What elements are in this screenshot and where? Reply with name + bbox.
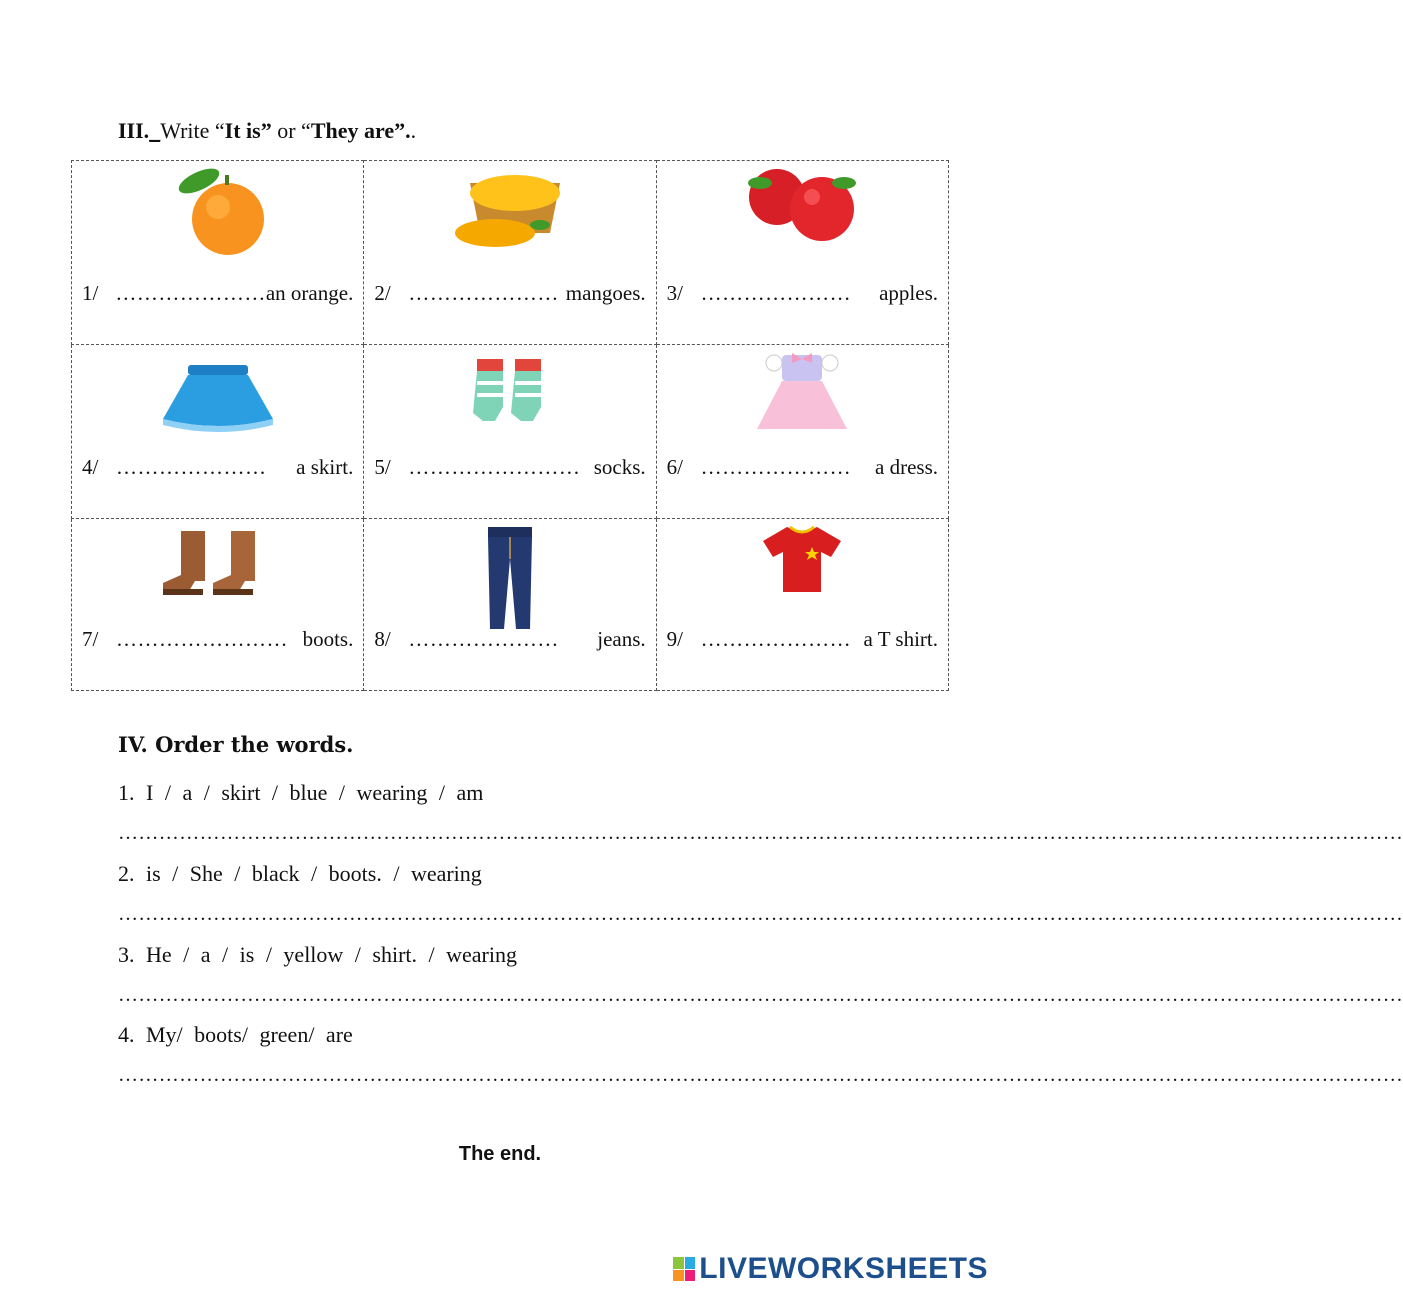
section-3-or: or “ — [271, 118, 311, 143]
exercise-cell-8 — [364, 519, 656, 691]
item-word: a T shirt. — [863, 627, 938, 651]
apples-icon — [732, 161, 872, 246]
section-3-number: III. — [118, 118, 150, 143]
answer-blank[interactable]: …………………… — [408, 455, 581, 479]
brand-name: LIVEWORKSHEETS — [699, 1252, 988, 1285]
exercise-line — [374, 627, 645, 652]
item-number: 1/ — [82, 281, 99, 305]
exercise-cell-2 — [364, 161, 656, 345]
exercise-grid — [71, 160, 949, 691]
item-number: 4/ — [82, 455, 99, 479]
exercise-line — [374, 281, 645, 306]
answer-blank[interactable]: …………………… — [116, 627, 288, 651]
answer-blank[interactable]: ………………… — [700, 281, 852, 305]
tshirt-icon — [757, 523, 847, 597]
answer-line-1[interactable]: ……………………………………………………………………………………………………………………………………………………………………… — [118, 822, 1403, 844]
end-text: The end. — [458, 1143, 542, 1165]
mangoes-icon — [440, 163, 580, 253]
exercise-cell-1 — [72, 161, 364, 345]
item-number: 6/ — [666, 455, 683, 479]
exercise-line — [667, 455, 938, 480]
section-3-separator: _ — [149, 118, 161, 143]
item-word: jeans. — [597, 627, 646, 651]
item-word: a dress. — [875, 455, 938, 479]
exercise-cell-9 — [656, 519, 948, 691]
item-number: 8/ — [374, 627, 391, 651]
exercise-cell-4 — [72, 345, 364, 519]
question-1: 1. I / a / skirt / blue / wearing / am — [118, 780, 484, 805]
liveworksheets-logo[interactable] — [673, 1252, 988, 1286]
item-word: mangoes. — [565, 281, 646, 305]
item-word: boots. — [302, 627, 354, 651]
answer-line-3[interactable]: ……………………………………………………………………………………………………………………………………………………………………… — [118, 984, 1403, 1006]
they-are-label: They are”. — [310, 118, 411, 143]
exercise-line — [667, 627, 938, 652]
item-number: 3/ — [666, 281, 683, 305]
exercise-line — [82, 455, 353, 480]
answer-line-4[interactable]: ……………………………………………………………………………………………………………………………………………………………………… — [118, 1064, 1403, 1086]
exercise-cell-3 — [656, 161, 948, 345]
exercise-line — [667, 281, 938, 306]
orange-icon — [163, 167, 273, 257]
answer-blank[interactable]: ………………… — [700, 627, 852, 651]
section-3-write: Write “ — [160, 118, 225, 143]
skirt-icon — [158, 363, 278, 433]
question-4: 4. My/ boots/ green/ are — [118, 1022, 353, 1047]
answer-blank[interactable]: ………………… — [408, 281, 559, 305]
exercise-cell-6 — [656, 345, 948, 519]
section-3-title — [118, 118, 416, 144]
answer-blank[interactable]: ………………… — [700, 455, 852, 479]
question-2: 2. is / She / black / boots. / wearing — [118, 861, 482, 886]
item-number: 5/ — [374, 455, 391, 479]
section-4-title: IV. Order the words. — [118, 732, 354, 757]
answer-line-2[interactable]: ……………………………………………………………………………………………………………………………………………………………………… — [118, 903, 1403, 925]
answer-blank[interactable]: ………………… — [115, 281, 266, 305]
item-word: a skirt. — [296, 455, 354, 479]
exercise-cell-7 — [72, 519, 364, 691]
item-number: 9/ — [666, 627, 683, 651]
exercise-line — [374, 455, 645, 480]
answer-blank[interactable]: ………………… — [116, 455, 267, 479]
item-word: socks. — [593, 455, 646, 479]
exercise-cell-5 — [364, 345, 656, 519]
liveworksheets-logo-icon — [673, 1257, 695, 1281]
item-number: 7/ — [82, 627, 99, 651]
question-3: 3. He / a / is / yellow / shirt. / wearing — [118, 942, 517, 967]
dress-icon — [752, 349, 852, 437]
section-3-tail: . — [410, 118, 417, 143]
socks-icon — [465, 357, 555, 437]
jeans-icon — [480, 525, 540, 633]
exercise-line — [82, 627, 353, 652]
exercise-line — [82, 281, 353, 306]
item-number: 2/ — [374, 281, 391, 305]
answer-blank[interactable]: ………………… — [408, 627, 559, 651]
item-word: an orange. — [265, 281, 354, 305]
item-word: apples. — [879, 281, 938, 305]
boots-icon — [163, 527, 273, 607]
it-is-label: It is” — [224, 118, 272, 143]
